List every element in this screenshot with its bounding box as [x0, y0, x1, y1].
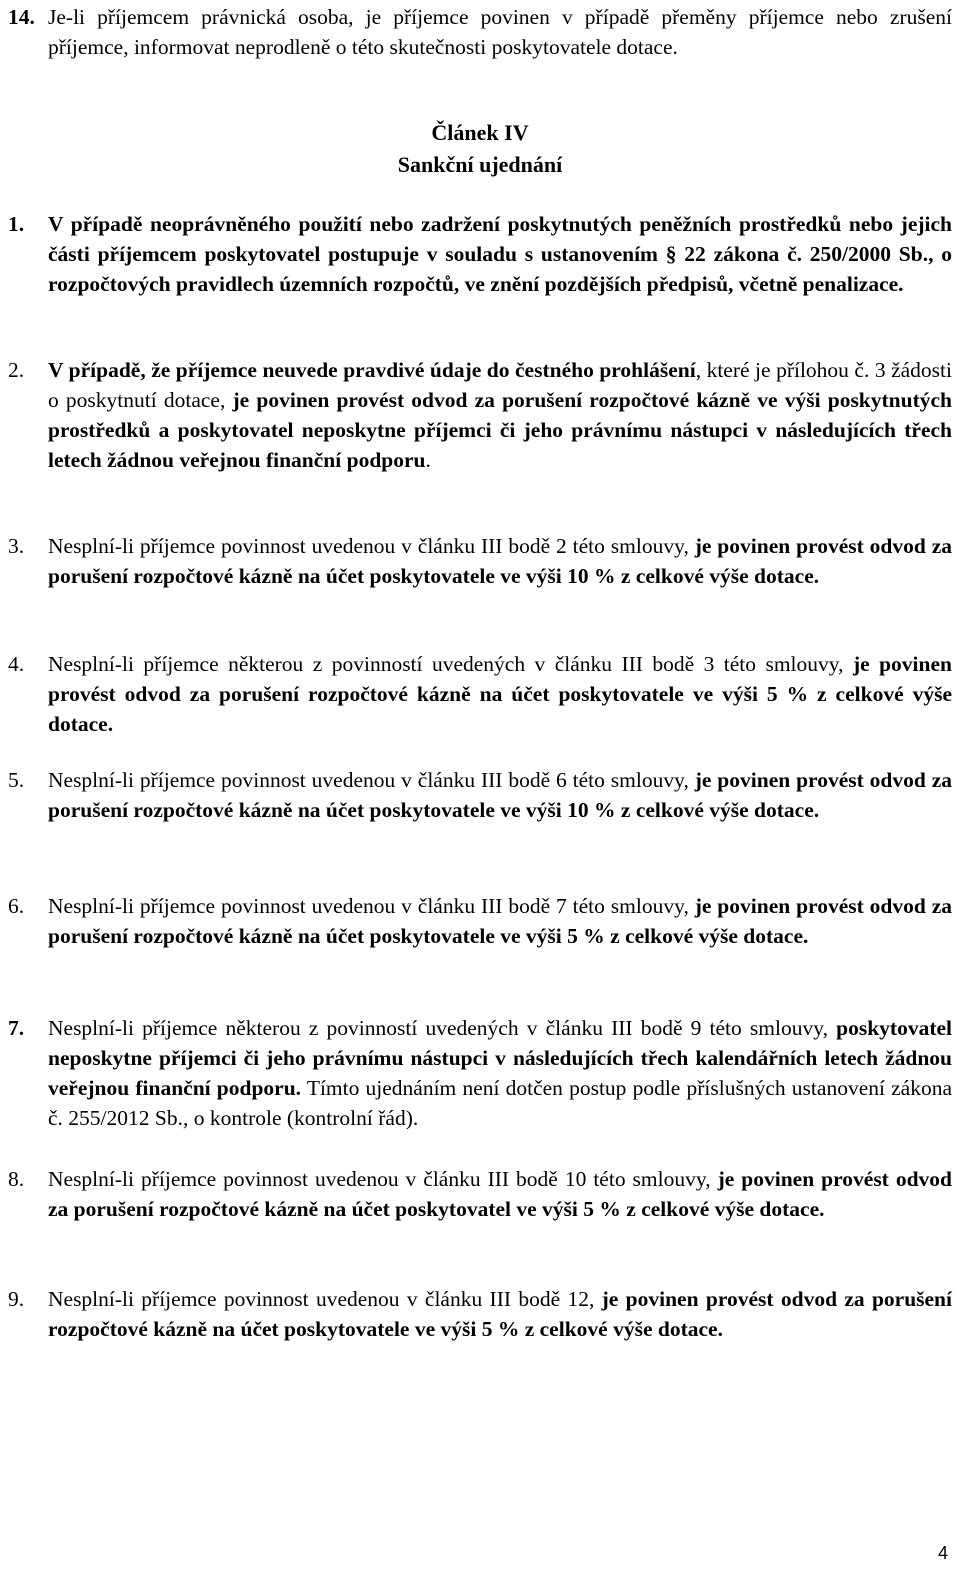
item-text-normal: , které je přílohou č. 3 žádosti o poskytnutí dotace,: [48, 358, 952, 412]
item-text-bold: je povinen provést odvod za porušení rozpočtové kázně na účet poskytovatele ve výši 5 % z celkové výše dotace.: [48, 894, 952, 948]
item-text: [48, 531, 952, 591]
item-number: 3.: [8, 534, 25, 558]
item-text-normal: Tímto ujednáním není dotčen postup podle příslušných ustanovení zákona č. 255/2012 Sb., o kontrole (kontrolní řád).: [48, 1076, 952, 1130]
sanction-item-9: [8, 1284, 952, 1344]
item-text-normal: Nesplní-li příjemce povinnost uvedenou v článku III bodě 7 této smlouvy,: [48, 894, 695, 918]
item-text: [48, 1013, 952, 1133]
sanction-item-3: [8, 531, 952, 591]
clause-text: Je-li příjemcem právnická osoba, je příjemce povinen v případě přeměny příjemce nebo zrušení příjemce, informovat neprodleně o této skutečnosti poskytovatele dotace.: [48, 5, 952, 59]
item-number: 8.: [8, 1167, 25, 1191]
item-text: [48, 649, 952, 739]
sanction-item-4: [8, 649, 952, 739]
item-number: 4.: [8, 652, 25, 676]
item-text-normal: Nesplní-li příjemce povinnost uvedenou v článku III bodě 10 této smlouvy,: [48, 1167, 718, 1191]
item-text-bold: V případě, že příjemce neuvede pravdivé údaje do čestného prohlášení: [48, 358, 696, 382]
item-text-normal: Nesplní-li příjemce povinnost uvedenou v článku III bodě 12,: [48, 1287, 602, 1311]
item-number: 9.: [8, 1287, 25, 1311]
item-text-bold: je povinen provést odvod za porušení rozpočtové kázně na účet poskytovatele ve výši 10 % z celkové výše dotace.: [48, 768, 952, 822]
item-number: 5.: [8, 768, 25, 792]
clause-number: 14.: [8, 5, 35, 29]
item-text-normal: Nesplní-li příjemce některou z povinností uvedených v článku III bodě 3 této smlouvy,: [48, 652, 853, 676]
article-title: Článek IV: [431, 120, 529, 145]
sanction-item-8: [8, 1164, 952, 1224]
item-text: [48, 765, 952, 825]
item-text-normal: Nesplní-li příjemce některou z povinností uvedených v článku III bodě 9 této smlouvy,: [48, 1016, 837, 1040]
item-text-bold: je povinen provést odvod za porušení rozpočtové kázně ve výši poskytnutých prostředků a poskytovatel neposkytne příjemci či jeho právnímu nástupci v následujících třech letech žádnou veřejnou finanční podporu: [48, 388, 952, 472]
item-text: [48, 891, 952, 951]
sanction-item-5: [8, 765, 952, 825]
item-text-bold: je povinen provést odvod za porušení rozpočtové kázně na účet poskytovatele ve výši 10 % z celkové výše dotace.: [48, 534, 952, 588]
item-text-bold: je povinen provést odvod za porušení rozpočtové kázně na účet poskytovatele ve výši 5 % z celkové výše dotace.: [48, 1287, 952, 1341]
article-subtitle: Sankční ujednání: [397, 152, 563, 177]
clause-14: [8, 2, 952, 62]
sanction-item-2: [8, 355, 952, 475]
sanction-item-7: [8, 1013, 952, 1133]
sanction-item-6: [8, 891, 952, 951]
item-text-normal: .: [425, 448, 431, 472]
sanction-item-1: [8, 209, 952, 299]
item-number: 7.: [8, 1016, 25, 1040]
item-text: [48, 1284, 952, 1344]
item-text-bold: je povinen provést odvod za porušení rozpočtové kázně na účet poskytovatele ve výši 5 % z celkové výše dotace.: [48, 652, 952, 736]
item-text: V případě neoprávněného použití nebo zadržení poskytnutých peněžních prostředků nebo jejich části příjemcem poskytovatel postupuje v souladu s ustanovením § 22 zákona č. 250/2000 Sb., o rozpočtových pravidlech územních rozpočtů, ve znění pozdějších předpisů, včetně penalizace.: [48, 212, 952, 296]
page-number: 4: [937, 1543, 948, 1563]
item-number: 6.: [8, 894, 25, 918]
item-text-normal: Nesplní-li příjemce povinnost uvedenou v článku III bodě 6 této smlouvy,: [48, 768, 695, 792]
item-number: 2.: [8, 358, 25, 382]
item-text-bold: je povinen provést odvod za porušení rozpočtové kázně na účet poskytovatel ve výši 5 % z celkové výše dotace.: [48, 1167, 952, 1221]
item-text: [48, 355, 952, 475]
item-number: 1.: [8, 212, 25, 236]
item-text-bold: poskytovatel neposkytne příjemci či jeho právnímu nástupci v následujících třech kalendářních letech žádnou veřejnou finanční podporu.: [48, 1016, 952, 1100]
item-text-normal: Nesplní-li příjemce povinnost uvedenou v článku III bodě 2 této smlouvy,: [48, 534, 695, 558]
item-text: [48, 1164, 952, 1224]
